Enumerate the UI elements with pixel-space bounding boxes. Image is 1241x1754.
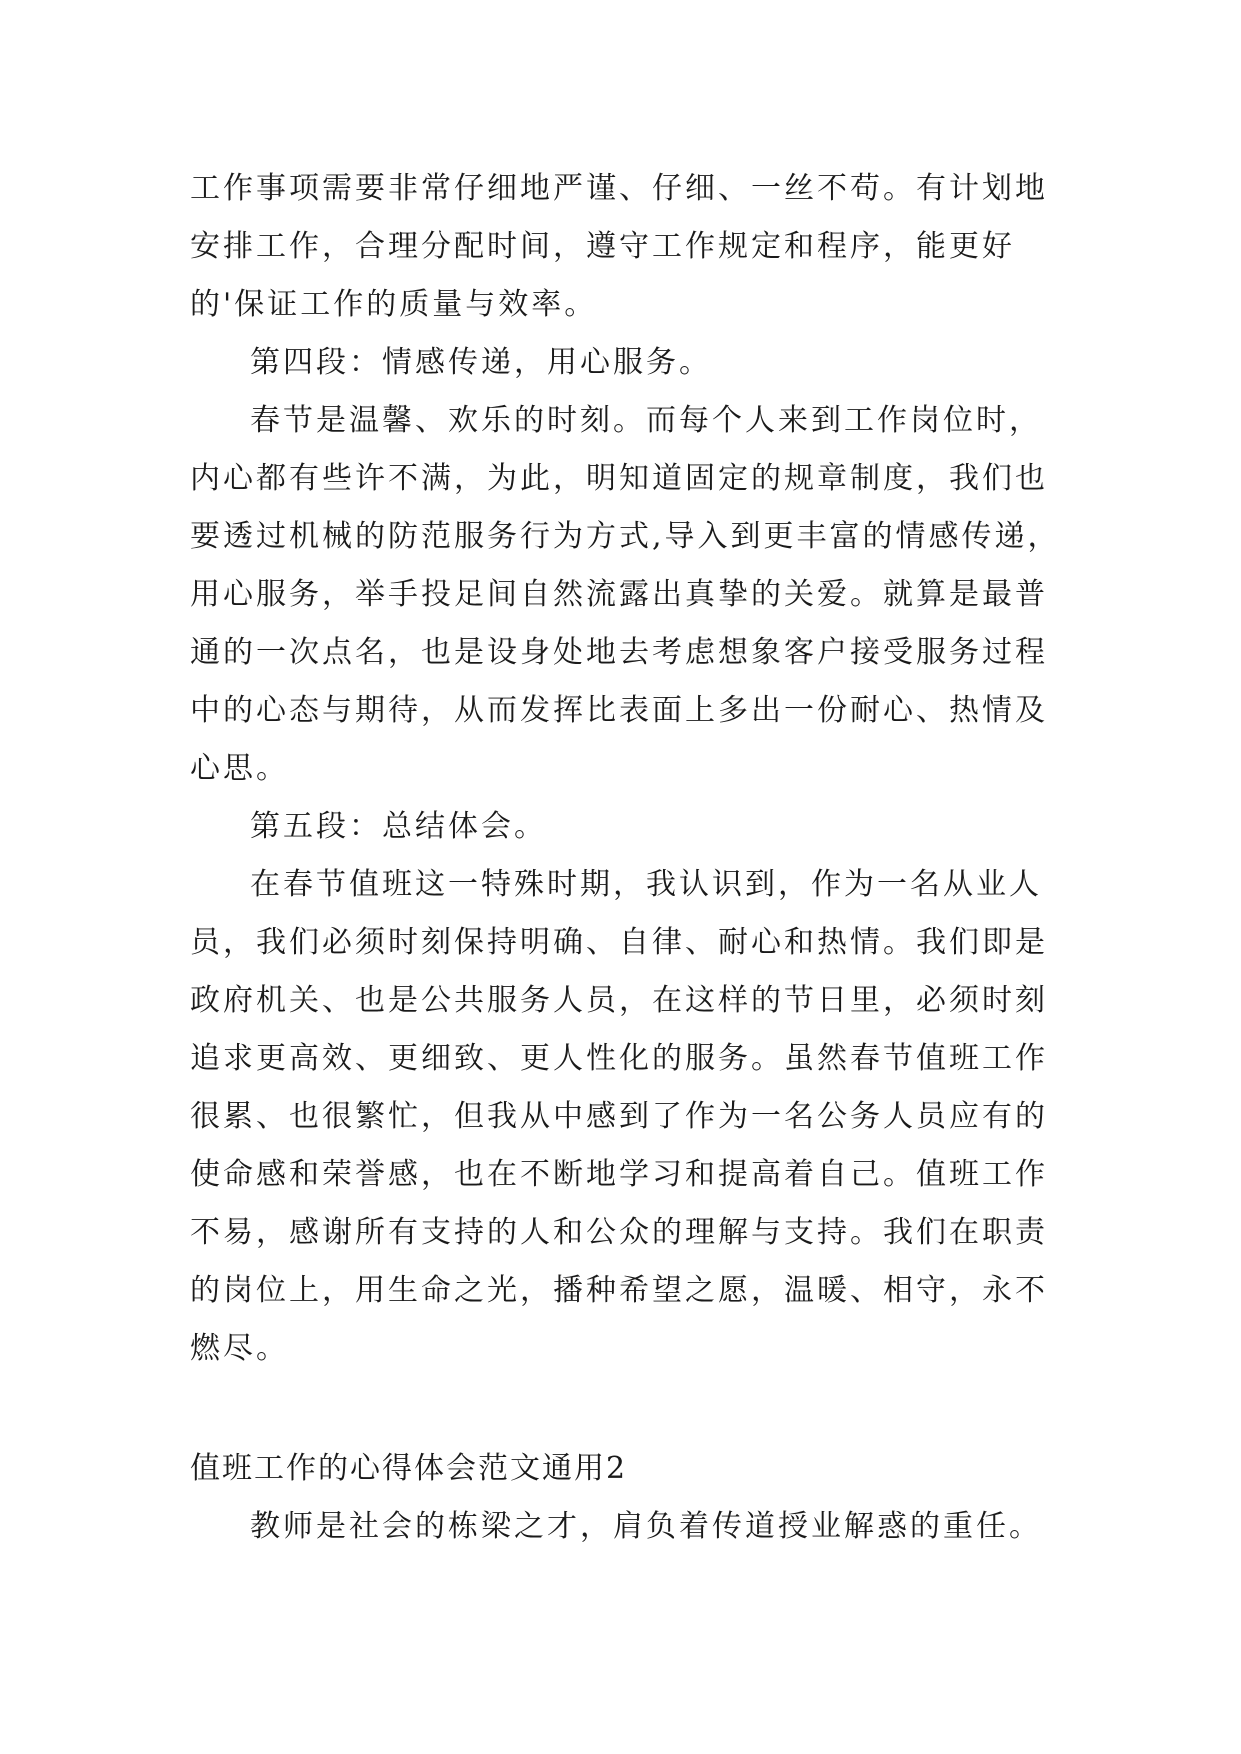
article-title: 值班工作的心得体会范文通用2 — [190, 1451, 628, 1486]
paragraph-section-5: 在春节值班这一特殊时期，我认识到，作为一名从业人员，我们必须时刻保持明确、自律、耐心和热情。我们即是政府机关、也是公共服务人员，在这样的节日里，必须时刻追求更高效、更细致、更人性化的服务。虽然春节值班工作很累、也很繁忙，但我从中感到了作为一名公务人员应有的使命感和荣誉感，也在不断地学习和提高着自己。值班工作不易，感谢所有支持的人和公众的理解与支持。我们在职责的岗位上，用生命之光，播种希望之愿，温暖、相守，永不燃尽。 — [190, 867, 1048, 1366]
section-heading-5: 第五段：总结体会。 — [250, 809, 547, 844]
paragraph-section-4: 春节是温馨、欢乐的时刻。而每个人来到工作岗位时，内心都有些许不满，为此，明知道固定的规章制度，我们也要透过机械的防范服务行为方式,导入到更丰富的情感传递，用心服务，举手投足间自然流露出真挚的关爱。就算是最普通的一次点名，也是设身处地去考虑想象客户接受服务过程中的心态与期待，从而发挥比表面上多出一份耐心、热情及心思。 — [190, 403, 1061, 786]
section-heading-4: 第四段：情感传递，用心服务。 — [250, 345, 712, 380]
paragraph-article-intro: 教师是社会的栋梁之才，肩负着传道授业解惑的重任。 — [250, 1509, 1042, 1544]
paragraph-continuation: 工作事项需要非常仔细地严谨、仔细、一丝不苟。有计划地安排工作，合理分配时间，遵守工作规定和程序，能更好的'保证工作的质量与效率。 — [190, 171, 1048, 322]
document-body — [190, 160, 1070, 1556]
